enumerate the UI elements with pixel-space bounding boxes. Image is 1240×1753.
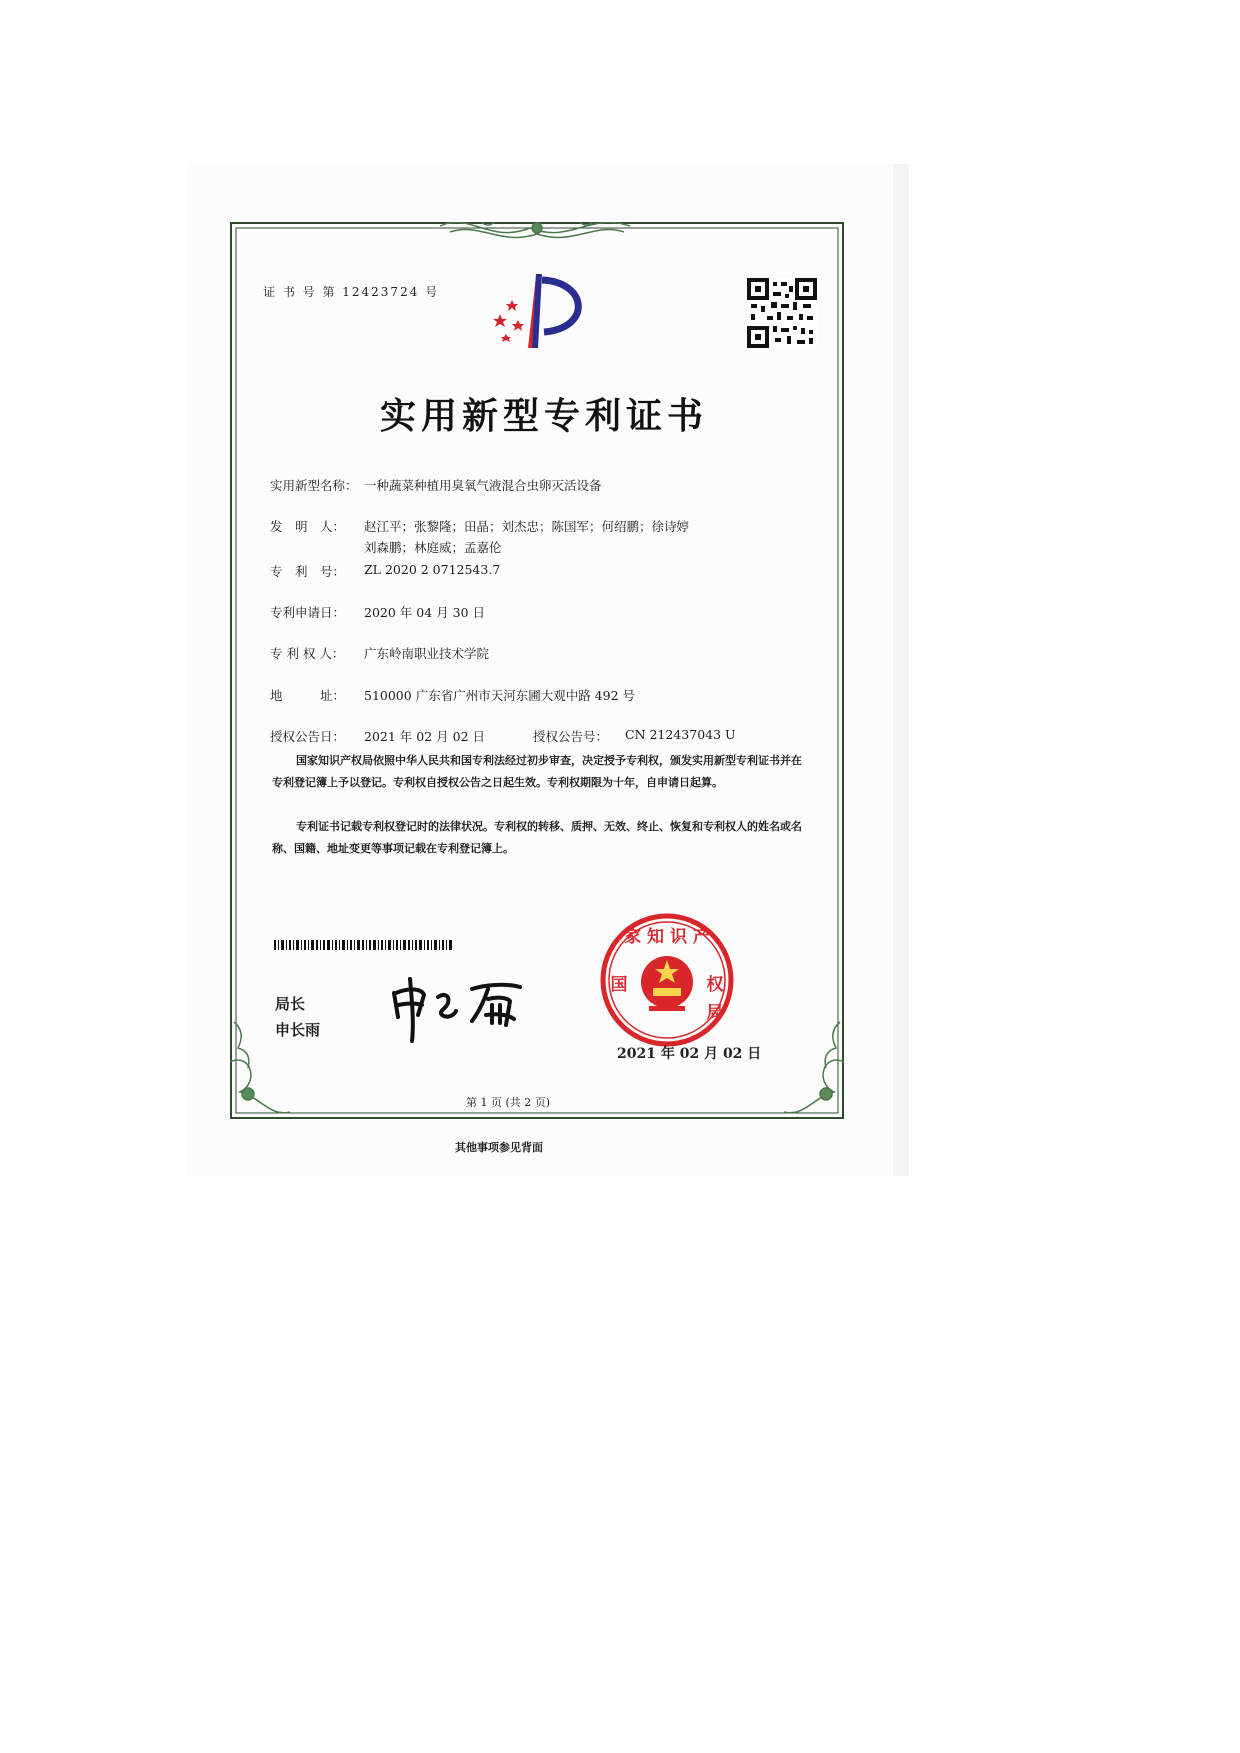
top-ornament xyxy=(440,222,630,237)
svg-text:权: 权 xyxy=(706,975,724,995)
field-value-apply-date: 2020 年 04 月 30 日 xyxy=(364,605,485,620)
state-emblem-seal-icon xyxy=(597,910,737,1050)
director-title: 局长 xyxy=(275,995,306,1013)
field-label-name: 实用新型名称： xyxy=(270,478,358,493)
barcode-icon xyxy=(274,940,454,950)
svg-text:国: 国 xyxy=(610,975,628,995)
qr-code-icon xyxy=(747,278,817,348)
field-label-patentee: 专 利 权 人： xyxy=(270,646,345,661)
field-label-inventors: 发 明 人： xyxy=(270,519,346,534)
field-value-grant-date: 2021 年 02 月 02 日 xyxy=(364,729,485,744)
statement-paragraph-2: 专利证书记载专利权登记时的法律状况。专利权的转移、质押、无效、终止、恢复和专利权人的姓名或名称、国籍、地址变更等事项记载在专利登记簿上。 xyxy=(272,820,802,855)
field-value-patent-no: ZL 2020 2 0712543.7 xyxy=(364,562,501,577)
page-indicator: 第 1 页 (共 2 页) xyxy=(466,1096,551,1109)
statement-paragraph-1: 国家知识产权局依照中华人民共和国专利法经过初步审查，决定授予专利权，颁发实用新型专利证书并在专利登记簿上予以登记。专利权自授权公告之日起生效。专利权期限为十年，自申请日起算。 xyxy=(272,754,802,789)
director-name: 申长雨 xyxy=(275,1021,321,1039)
back-note: 其他事项参见背面 xyxy=(455,1141,543,1154)
svg-text:局: 局 xyxy=(706,1003,724,1023)
seal-date: 2021 年 02 月 02 日 xyxy=(617,1046,762,1062)
certificate-title: 实用新型专利证书 xyxy=(380,396,709,437)
field-value-patentee: 广东岭南职业技术学院 xyxy=(364,646,490,661)
field-label-apply-date: 专利申请日： xyxy=(270,605,346,620)
field-value-inventors-2: 刘森鹏；林庭威；孟嘉伦 xyxy=(364,540,502,555)
certificate-number: 证 书 号 第 12423724 号 xyxy=(263,285,440,299)
field-label-address: 地 址： xyxy=(270,688,346,703)
cnipa-logo-icon xyxy=(488,270,596,350)
bottom-right-ornament xyxy=(784,1022,844,1113)
field-value-announce-no: CN 212437043 U xyxy=(625,727,736,742)
field-label-grant-date: 授权公告日： xyxy=(270,729,346,744)
svg-text:家 知 识 产: 家 知 识 产 xyxy=(624,927,710,947)
scan-edge xyxy=(893,164,909,1176)
field-label-announce-no: 授权公告号： xyxy=(533,729,609,744)
field-value-name: 一种蔬菜种植用臭氧气液混合虫卵灭活设备 xyxy=(364,478,602,493)
field-value-inventors: 赵江平；张黎隆；田晶；刘杰忠；陈国军；何绍鹏；徐诗婷 xyxy=(364,519,690,534)
director-signature xyxy=(388,975,538,1045)
field-value-address: 510000 广东省广州市天河东圃大观中路 492 号 xyxy=(364,688,635,703)
field-label-patent-no: 专 利 号： xyxy=(270,564,346,579)
